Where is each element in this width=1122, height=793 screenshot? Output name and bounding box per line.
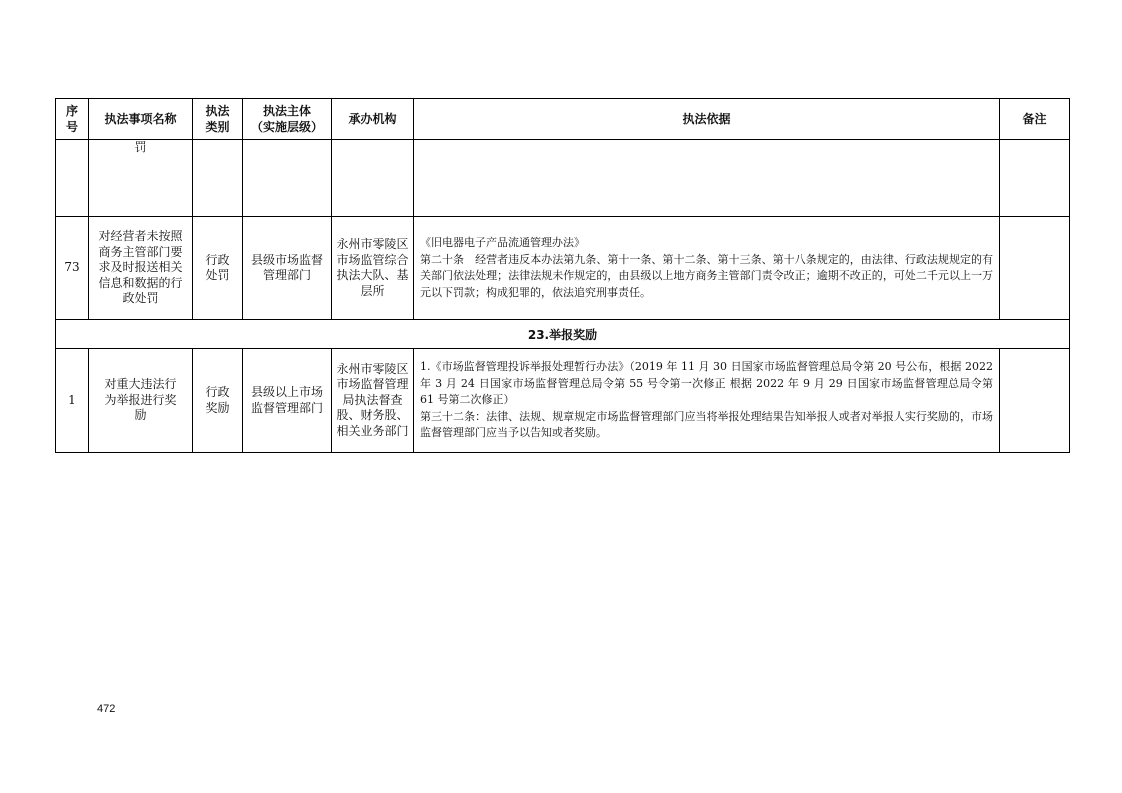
header-category: 执法 类别 bbox=[193, 99, 243, 140]
cell-subject bbox=[243, 217, 332, 320]
cell-remarks bbox=[1000, 217, 1070, 320]
subject-text: 县级以上市场监督管理部门 bbox=[250, 385, 323, 415]
table-row-continued bbox=[56, 140, 1070, 217]
cell-category bbox=[193, 140, 243, 217]
row-number: 1 bbox=[68, 392, 76, 407]
cell-category bbox=[193, 349, 243, 453]
header-remarks: 备注 bbox=[1000, 99, 1070, 140]
agency-text: 永州市零陵区市场监管综合执法大队、基层所 bbox=[336, 237, 409, 298]
subject-text: 县级市场监督管理部门 bbox=[250, 252, 323, 282]
cell-subject bbox=[243, 349, 332, 453]
cell-basis bbox=[414, 217, 1000, 320]
table-header-row bbox=[56, 99, 1070, 140]
table-row-73 bbox=[56, 217, 1070, 320]
cell-no bbox=[56, 140, 89, 217]
page-number: 472 bbox=[97, 703, 116, 715]
category-text: 行政 奖励 bbox=[205, 385, 230, 415]
cell-agency bbox=[332, 140, 414, 217]
category-text: 行政 处罚 bbox=[205, 252, 230, 282]
cell-category bbox=[193, 217, 243, 320]
cell-agency bbox=[332, 217, 414, 320]
cell-subject bbox=[243, 140, 332, 217]
header-agency: 承办机构 bbox=[332, 99, 414, 140]
cell-item-name bbox=[89, 140, 193, 217]
agency-text: 永州市零陵区市场监督管理局执法督查股、财务股、相关业务部门 bbox=[336, 361, 409, 438]
cell-item-name bbox=[89, 217, 193, 320]
header-no: 序 号 bbox=[56, 99, 89, 140]
cell-basis bbox=[414, 349, 1000, 453]
basis-article-text: 第三十二条：法律、法规、规章规定市场监督管理部门应当将举报处理结果告知举报人或者对举报人实行奖励的，市场监督管理部门应当予以告知或者奖励。 bbox=[420, 409, 993, 440]
enforcement-items-table bbox=[55, 98, 1070, 453]
header-item-name: 执法事项名称 bbox=[89, 99, 193, 140]
header-basis: 执法依据 bbox=[414, 99, 1000, 140]
cell-item-name bbox=[89, 349, 193, 453]
cell-agency bbox=[332, 349, 414, 453]
basis-law-title: 1.《市场监督管理投诉举报处理暂行办法》（2019 年 11 月 30 日国家市场监督管理总局令第 20 号公布，根据 2022 年 3 月 24 日国家市场监督管理总局令第 55 号令第一次修正 根据 2022 年 9 月 29 日国家市场监督管理总局令第 61 号第二次修正） bbox=[420, 360, 993, 407]
cell-no bbox=[56, 217, 89, 320]
item-name-text: 罚 bbox=[134, 140, 147, 154]
basis-law-title: 《旧电器电子产品流通管理办法》 bbox=[420, 236, 585, 249]
cell-no bbox=[56, 349, 89, 453]
item-name-text: 对经营者未按照商务主管部门要求及时报送相关信息和数据的行政处罚 bbox=[98, 229, 183, 306]
cell-basis bbox=[414, 140, 1000, 217]
row-number: 73 bbox=[64, 260, 80, 275]
section-header-row bbox=[56, 320, 1070, 349]
header-subject: 执法主体 （实施层级） bbox=[243, 99, 332, 140]
item-name-text: 对重大违法行为举报进行奖励 bbox=[104, 377, 177, 423]
cell-remarks bbox=[1000, 140, 1070, 217]
table-row-1 bbox=[56, 349, 1070, 453]
basis-article-text: 第二十条 经营者违反本办法第九条、第十一条、第十二条、第十三条、第十八条规定的，由法律、行政法规规定的有关部门依法处理；法律法规未作规定的，由县级以上地方商务主管部门责令改正；逾期不改正的，可处二千元以上一万元以下罚款；构成犯罪的，依法追究刑事责任。 bbox=[420, 252, 993, 299]
section-title: 23.举报奖励 bbox=[56, 320, 1070, 349]
cell-remarks bbox=[1000, 349, 1070, 453]
